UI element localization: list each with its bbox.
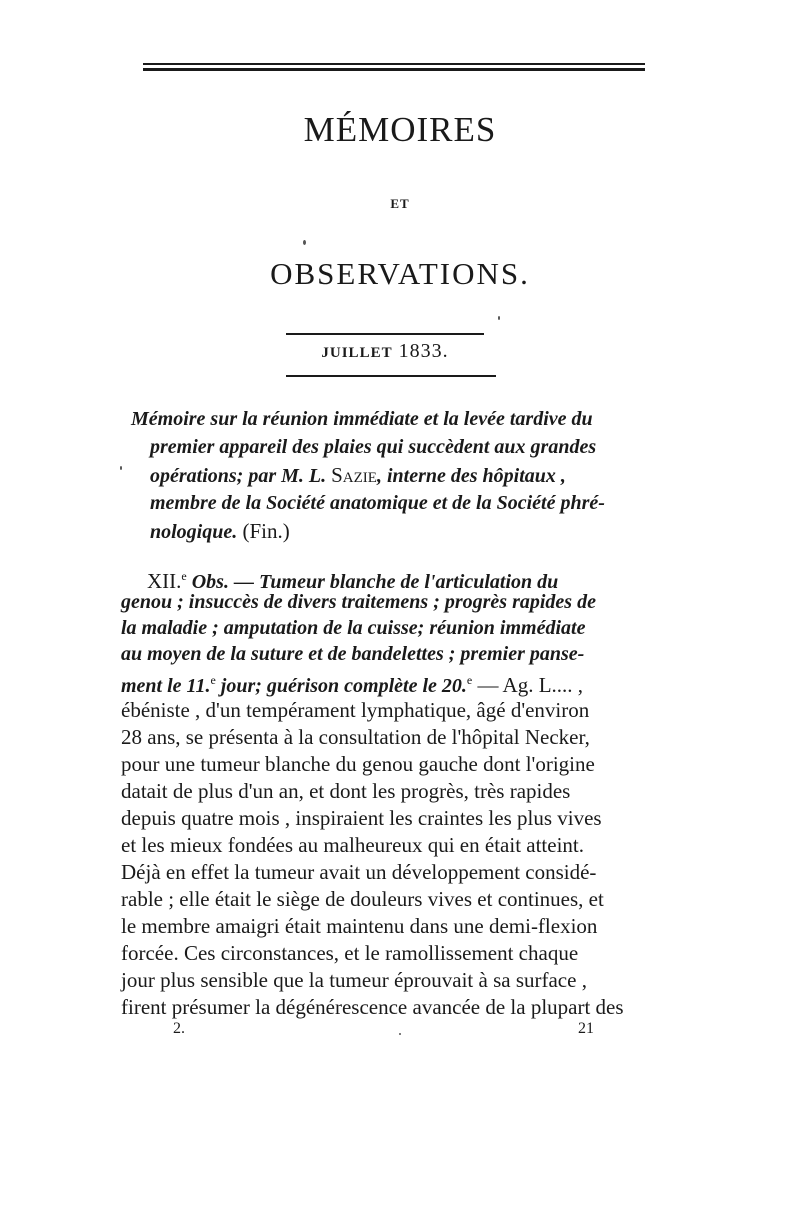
ink-speck bbox=[120, 466, 122, 470]
top-rule-thick bbox=[143, 68, 645, 71]
observation-number-sup: e bbox=[181, 569, 187, 583]
observation-title-part: jour; guérison complète le 20. bbox=[215, 675, 467, 697]
observation-title-part: Obs. — Tumeur blanche de l'articulation du bbox=[186, 571, 559, 593]
memoir-heading-part: , interne des hôpitaux , bbox=[376, 465, 566, 487]
observation-title-part: ment le 11. bbox=[121, 675, 211, 697]
memoir-heading-line-3 bbox=[150, 462, 566, 489]
observation-heading-line-4: au moyen de la suture et de bandelettes ; premier panse- bbox=[121, 643, 585, 665]
body-line: ébéniste , d'un tempérament lymphatique, âgé d'environ bbox=[121, 698, 590, 722]
body-line: forcée. Ces circonstances, et le ramollissement chaque bbox=[121, 941, 579, 965]
memoir-heading-part: nologique. bbox=[150, 521, 238, 543]
body-line: 28 ans, se présenta à la consultation de l'hôpital Necker, bbox=[121, 725, 590, 749]
memoir-heading-line-1: Mémoire sur la réunion immédiate et la levée tardive du bbox=[131, 408, 593, 430]
observation-heading-line-5 bbox=[121, 667, 583, 699]
issue-year: 1833. bbox=[398, 340, 449, 362]
body-line: datait de plus d'un an, et dont les progrès, très rapides bbox=[121, 779, 571, 803]
patient-intro: — Ag. L.... , bbox=[472, 673, 584, 697]
body-line: jour plus sensible que la tumeur éprouvait à sa surface , bbox=[121, 968, 587, 992]
ordinal-sup: e bbox=[210, 673, 216, 687]
memoir-heading-line-4: membre de la Société anatomique et de la Société phré- bbox=[150, 492, 605, 514]
ink-speck bbox=[303, 240, 306, 245]
body-line: le membre amaigri était maintenu dans une demi-flexion bbox=[121, 914, 598, 938]
memoir-heading-part: opérations; par M. L. bbox=[150, 465, 332, 487]
author-name: Sazie bbox=[331, 463, 377, 487]
memoir-heading-line-5 bbox=[150, 518, 290, 545]
ordinal-sup: e bbox=[466, 673, 473, 687]
body-line: rable ; elle était le siège de douleurs vives et continues, et bbox=[121, 887, 604, 911]
top-rule-thin bbox=[143, 63, 645, 65]
page-subtitle: OBSERVATIONS. bbox=[270, 256, 530, 291]
body-line: firent présumer la dégénérescence avancée de la plupart des bbox=[121, 995, 624, 1019]
issue-month: JUILLET bbox=[321, 345, 393, 361]
observation-heading-line-3: la maladie ; amputation de la cuisse; réunion immédiate bbox=[121, 617, 586, 639]
observation-heading-line-2: genou ; insuccès de divers traitemens ; progrès rapides de bbox=[121, 591, 596, 613]
body-line: depuis quatre mois , inspiraient les craintes les plus vives bbox=[121, 806, 602, 830]
observation-number: XII. bbox=[147, 569, 182, 593]
date-rule-top bbox=[286, 333, 484, 335]
memoir-heading-line-2: premier appareil des plaies qui succèdent aux grandes bbox=[150, 436, 597, 458]
signature-mark: 2. bbox=[173, 1020, 185, 1037]
title-conjunction: ET bbox=[390, 196, 410, 211]
date-rule-bottom bbox=[286, 375, 496, 377]
body-line: pour une tumeur blanche du genou gauche dont l'origine bbox=[121, 752, 595, 776]
ink-speck bbox=[399, 1033, 401, 1035]
ink-speck bbox=[498, 316, 500, 320]
body-line: et les mieux fondées au malheureux qui en était atteint. bbox=[121, 833, 585, 857]
page-number: 21 bbox=[578, 1020, 594, 1037]
memoir-heading-fin: (Fin.) bbox=[237, 519, 290, 543]
body-line: Déjà en effet la tumeur avait un développement considé- bbox=[121, 860, 597, 884]
issue-date bbox=[0, 340, 770, 363]
page-title: MÉMOIRES bbox=[303, 110, 497, 149]
